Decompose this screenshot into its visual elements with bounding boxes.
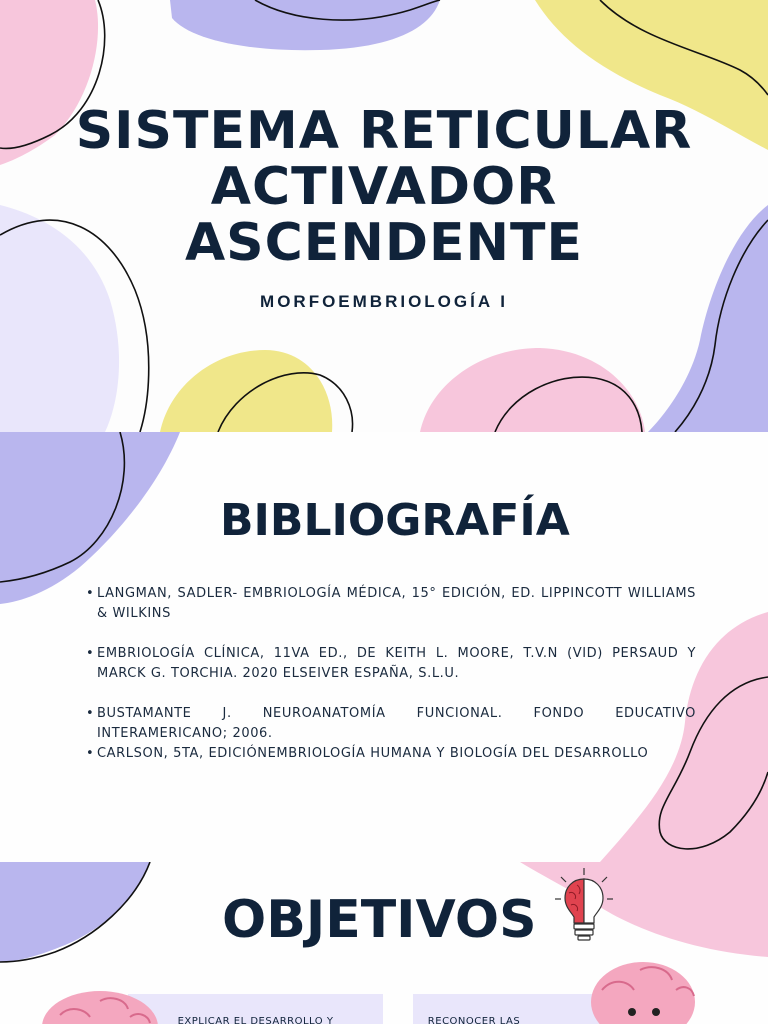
section-title: BIBLIOGRAFÍA [220,495,570,546]
brain-mascot-icon [588,960,698,1024]
objective-card-text: EXPLICAR EL DESARROLLO Y [177,1016,334,1024]
title-line: ACTIVADOR [210,157,558,217]
slide-bibliography [0,432,768,862]
presentation-subtitle: MORFOEMBRIOLOGÍA I [260,292,508,311]
objective-card-text: RECONOCER LAS [427,1016,521,1024]
objective-card [128,994,383,1024]
reference-item: • LANGMAN, SADLER- EMBRIOLOGÍA MÉDICA, 15° EDICIÓN, ED. LIPPINCOTT WILLIAMS & WILKINS [86,584,696,624]
slide-objectives [0,862,768,1024]
title-line: ASCENDENTE [184,213,584,273]
brain-mascot-icon [40,987,160,1024]
brain-lightbulb-icon [553,867,615,947]
title-line: SISTEMA RETICULAR [75,101,693,161]
reference-list [86,584,696,764]
reference-item: • BUSTAMANTE J. NEUROANATOMÍA FUNCIONAL. FONDO EDUCATIVO INTERAMERICANO; 2006. [86,704,696,744]
reference-item: • CARLSON, 5TA, EDICIÓNEMBRIOLOGÍA HUMANA Y BIOLOGÍA DEL DESARROLLO [86,744,696,764]
slide-title [0,0,768,432]
section-title: OBJETIVOS [222,890,537,950]
reference-item: • EMBRIOLOGÍA CLÍNICA, 11VA ED., DE KEITH L. MOORE, T.V.N (VID) PERSAUD Y MARCK G. TORCHIA. 2020 ELSEIVER ESPAÑA, S.L.U. [86,644,696,684]
presentation-title [0,103,768,271]
